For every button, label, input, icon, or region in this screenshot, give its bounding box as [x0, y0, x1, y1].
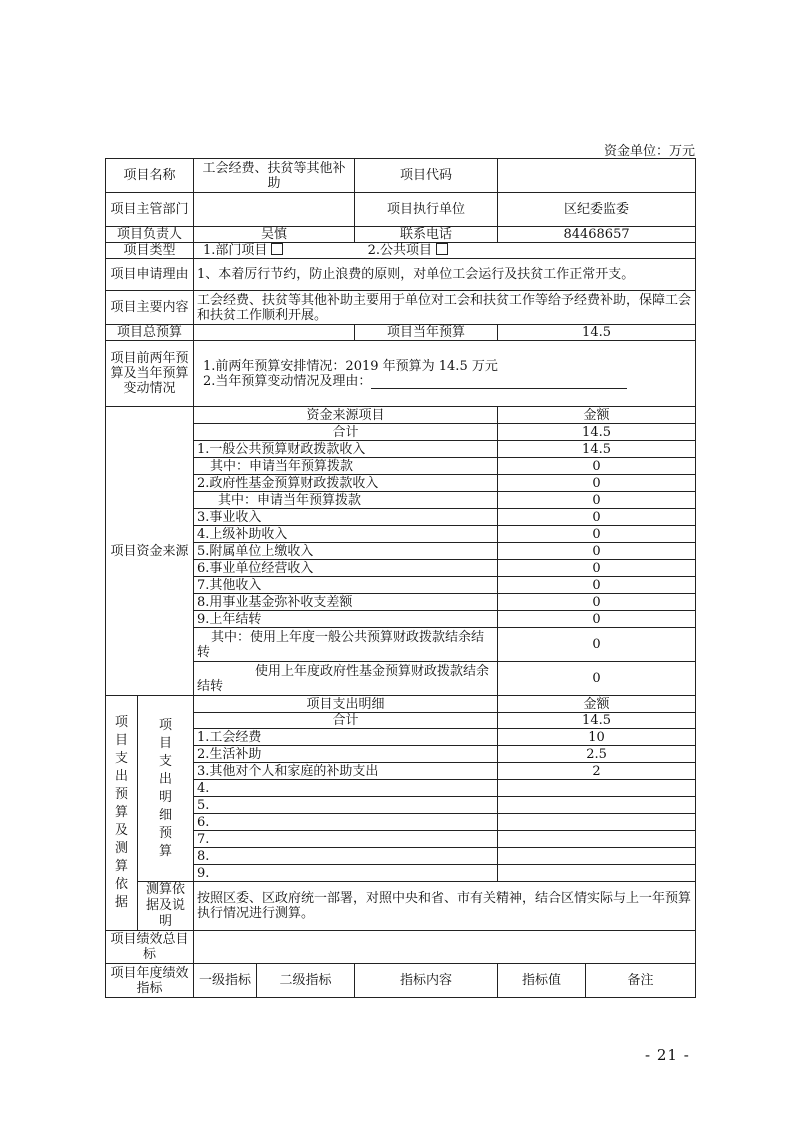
table-row — [106, 814, 696, 831]
funding-amount: 0 — [498, 594, 696, 611]
row-change — [106, 341, 696, 407]
funding-section-label: 项目资金来源 — [106, 407, 194, 696]
goal-label: 项目绩效总目标 — [106, 931, 194, 964]
table-row — [106, 763, 696, 780]
funding-item: 2.政府性基金预算财政拨款收入 — [194, 475, 498, 492]
year-budget-label: 项目当年预算 — [355, 325, 498, 341]
expense-outer-label: 项目支出预算及测算依据 — [106, 696, 138, 931]
table-row — [106, 780, 696, 797]
row-reason — [106, 259, 696, 291]
col-content: 指标内容 — [355, 964, 498, 998]
checkbox-public[interactable] — [436, 243, 448, 255]
expense-item: 合计 — [194, 713, 498, 729]
funding-header-amount: 金额 — [498, 407, 696, 424]
reason-label: 项目申请理由 — [106, 259, 194, 291]
row-dept — [106, 193, 696, 227]
expense-item: 8. — [194, 848, 498, 865]
type-options — [194, 243, 696, 259]
row-type — [106, 243, 696, 259]
row-goal — [106, 931, 696, 964]
expense-item: 7. — [194, 831, 498, 848]
col-value: 指标值 — [498, 964, 586, 998]
row-owner — [106, 227, 696, 243]
funding-amount: 0 — [498, 509, 696, 526]
dept-label: 项目主管部门 — [106, 193, 194, 227]
reason-value: 1、本着厉行节约，防止浪费的原则，对单位工会运行及扶贫工作正常开支。 — [194, 259, 696, 291]
expense-header-item: 项目支出明细 — [194, 696, 498, 713]
funding-amount: 0 — [498, 628, 696, 662]
table-row — [106, 424, 696, 441]
dept-value — [194, 193, 355, 227]
page-number: - 21 - — [645, 1046, 690, 1064]
funding-item: 6.事业单位经营收入 — [194, 560, 498, 577]
expense-item: 3.其他对个人和家庭的补助支出 — [194, 763, 498, 780]
unit-label: 资金单位：万元 — [603, 144, 695, 159]
expense-amount — [498, 831, 696, 848]
funding-item: 其中：申请当年预算拨款 — [194, 458, 498, 475]
change-reason-blank — [371, 376, 627, 389]
table-row — [106, 628, 696, 662]
funding-amount: 0 — [498, 560, 696, 577]
funding-item: 其中：使用上年度一般公共预算财政拨款结余结转 — [194, 628, 498, 662]
row-content — [106, 291, 696, 325]
expense-amount: 2.5 — [498, 746, 696, 763]
table-row — [106, 475, 696, 492]
table-row — [106, 713, 696, 729]
expense-header-row — [106, 696, 696, 713]
table-row — [106, 509, 696, 526]
expense-item: 9. — [194, 865, 498, 882]
owner-value: 吴慎 — [194, 227, 355, 243]
change-line-2: 2.当年预算变动情况及理由： — [203, 373, 372, 389]
expense-item: 5. — [194, 797, 498, 814]
funding-amount: 0 — [498, 458, 696, 475]
content-value: 工会经费、扶贫等其他补助主要用于单位对工会和扶贫工作等给予经费补助，保障工会和扶贫工作顺利开展。 — [194, 291, 696, 325]
phone-value: 84468657 — [498, 227, 696, 243]
col-level2: 二级指标 — [257, 964, 355, 998]
content-label: 项目主要内容 — [106, 291, 194, 325]
funding-item: 8.用事业基金弥补收支差额 — [194, 594, 498, 611]
funding-item: 1.一般公共预算财政拨款收入 — [194, 441, 498, 458]
row-indicators — [106, 964, 696, 998]
expense-item: 4. — [194, 780, 498, 797]
col-remark: 备注 — [586, 964, 696, 998]
basis-value: 按照区委、区政府统一部署，对照中央和省、市有关精神，结合区情实际与上一年预算执行情况进行测算。 — [194, 882, 696, 931]
row-project-name — [106, 159, 696, 193]
funding-item: 7.其他收入 — [194, 577, 498, 594]
table-row — [106, 831, 696, 848]
col-level1: 一级指标 — [194, 964, 257, 998]
funding-item: 其中：申请当年预算拨款 — [194, 492, 498, 509]
row-basis — [106, 882, 696, 931]
expense-detail-label: 项目支出明细预算 — [138, 696, 194, 882]
exec-value: 区纪委监委 — [498, 193, 696, 227]
expense-amount: 14.5 — [498, 713, 696, 729]
table-row — [106, 594, 696, 611]
change-value — [194, 341, 696, 407]
funding-item: 4.上级补助收入 — [194, 526, 498, 543]
table-row — [106, 729, 696, 746]
name-label: 项目名称 — [106, 159, 194, 193]
funding-item: 合计 — [194, 424, 498, 441]
table-row — [106, 848, 696, 865]
expense-amount — [498, 797, 696, 814]
change-line-1: 1.前两年预算安排情况：2019 年预算为 14.5 万元 — [203, 358, 498, 374]
table-row — [106, 492, 696, 509]
funding-amount: 0 — [498, 543, 696, 560]
expense-amount: 2 — [498, 763, 696, 780]
funding-item: 3.事业收入 — [194, 509, 498, 526]
code-value — [498, 159, 696, 193]
funding-amount: 14.5 — [498, 441, 696, 458]
expense-amount — [498, 848, 696, 865]
funding-amount: 0 — [498, 475, 696, 492]
table-row — [106, 543, 696, 560]
funding-header-row — [106, 407, 696, 424]
table-row — [106, 560, 696, 577]
row-total — [106, 325, 696, 341]
type-option-public: 2.公共项目 — [367, 243, 432, 258]
total-value — [194, 325, 355, 341]
phone-label: 联系电话 — [355, 227, 498, 243]
expense-item: 6. — [194, 814, 498, 831]
expense-amount: 10 — [498, 729, 696, 746]
indicator-label: 项目年度绩效指标 — [106, 964, 194, 998]
expense-item: 1.工会经费 — [194, 729, 498, 746]
funding-amount: 0 — [498, 662, 696, 696]
expense-amount — [498, 780, 696, 797]
funding-item: 5.附属单位上缴收入 — [194, 543, 498, 560]
expense-header-amount: 金额 — [498, 696, 696, 713]
goal-value — [194, 931, 696, 964]
name-value: 工会经费、扶贫等其他补助 — [194, 159, 355, 193]
funding-amount: 14.5 — [498, 424, 696, 441]
expense-amount — [498, 814, 696, 831]
total-label: 项目总预算 — [106, 325, 194, 341]
change-label: 项目前两年预算及当年预算变动情况 — [106, 341, 194, 407]
table-row — [106, 458, 696, 475]
table-row — [106, 797, 696, 814]
basis-label: 测算依据及说明 — [138, 882, 194, 931]
funding-amount: 0 — [498, 526, 696, 543]
change-line-2-wrap — [197, 374, 692, 389]
exec-label: 项目执行单位 — [355, 193, 498, 227]
funding-item: 9.上年结转 — [194, 611, 498, 628]
table-row — [106, 441, 696, 458]
table-row — [106, 662, 696, 696]
expense-amount — [498, 865, 696, 882]
checkbox-dept[interactable] — [271, 243, 283, 255]
owner-label: 项目负责人 — [106, 227, 194, 243]
type-option-dept: 1.部门项目 — [203, 243, 268, 258]
funding-header-item: 资金来源项目 — [194, 407, 498, 424]
table-row — [106, 526, 696, 543]
table-row — [106, 577, 696, 594]
year-budget-value: 14.5 — [498, 325, 696, 341]
budget-table — [105, 158, 695, 998]
code-label: 项目代码 — [355, 159, 498, 193]
funding-item: 使用上年度政府性基金预算财政拨款结余结转 — [194, 662, 498, 696]
table-row — [106, 865, 696, 882]
table-row — [106, 611, 696, 628]
funding-amount: 0 — [498, 492, 696, 509]
funding-amount: 0 — [498, 611, 696, 628]
table-row — [106, 746, 696, 763]
funding-amount: 0 — [498, 577, 696, 594]
type-label: 项目类型 — [106, 243, 194, 259]
expense-item: 2.生活补助 — [194, 746, 498, 763]
